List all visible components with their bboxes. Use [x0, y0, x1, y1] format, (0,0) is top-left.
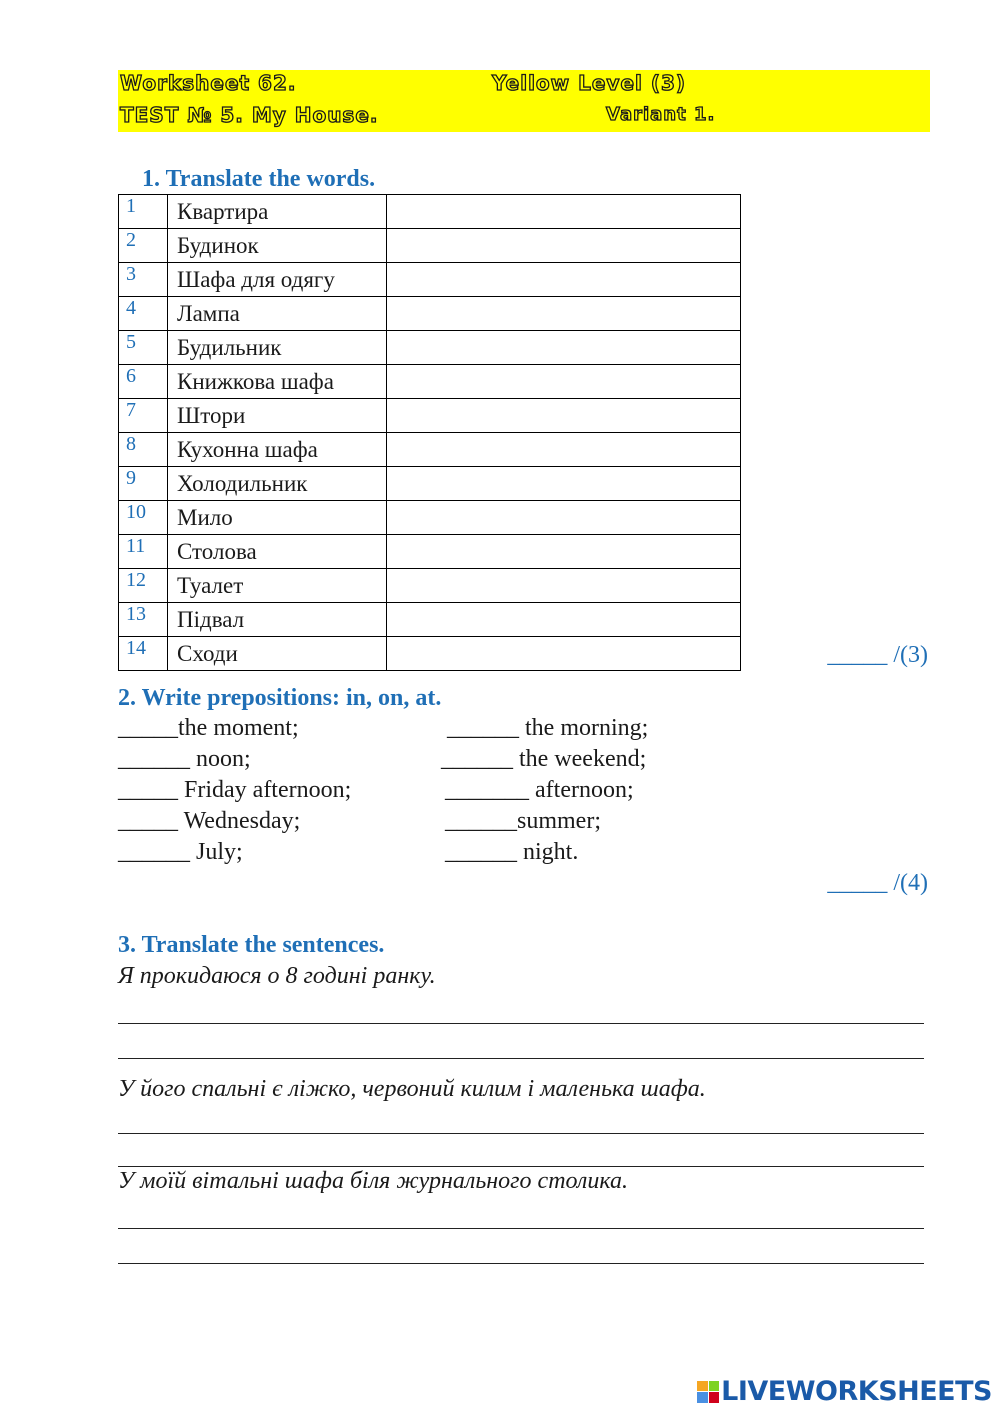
table-row [119, 331, 741, 365]
row-number: 4 [119, 297, 168, 331]
answer-cell[interactable] [387, 535, 741, 569]
section3-heading: 3. Translate the sentences. [118, 932, 385, 958]
answer-cell[interactable] [387, 365, 741, 399]
worksheet-title: Worksheet 62. [120, 71, 297, 95]
ukrainian-word: Шафа для одягу [168, 263, 387, 297]
sentence-2: У його спальні є ліжко, червоний килим і маленька шафа. [118, 1076, 706, 1102]
prep-right-3[interactable]: _______ afternoon; [445, 777, 634, 803]
table-row [119, 535, 741, 569]
row-number: 5 [119, 331, 168, 365]
liveworksheets-logo[interactable] [697, 1376, 992, 1407]
answer-cell[interactable] [387, 195, 741, 229]
prep-right-4[interactable]: ______summer; [445, 808, 601, 834]
words-table [118, 194, 741, 671]
answer-cell[interactable] [387, 603, 741, 637]
row-number: 2 [119, 229, 168, 263]
answer-cell[interactable] [387, 433, 741, 467]
answer-cell[interactable] [387, 399, 741, 433]
answer-line[interactable] [118, 1228, 924, 1229]
logo-square [697, 1381, 708, 1392]
answer-cell[interactable] [387, 501, 741, 535]
sentence-3: У моїй вітальні шафа біля журнального столика. [118, 1168, 629, 1194]
logo-square [709, 1392, 720, 1403]
level-title: Yellow Level (3) [492, 71, 687, 95]
row-number: 7 [119, 399, 168, 433]
row-number: 13 [119, 603, 168, 637]
table-row [119, 229, 741, 263]
answer-cell[interactable] [387, 229, 741, 263]
answer-line[interactable] [118, 1133, 924, 1134]
ukrainian-word: Столова [168, 535, 387, 569]
answer-cell[interactable] [387, 297, 741, 331]
ukrainian-word: Книжкова шафа [168, 365, 387, 399]
table-row [119, 433, 741, 467]
prep-left-3[interactable]: _____ Friday afternoon; [118, 777, 352, 803]
ukrainian-word: Кухонна шафа [168, 433, 387, 467]
row-number: 12 [119, 569, 168, 603]
section1-score[interactable]: _____ /(3) [827, 642, 928, 668]
answer-cell[interactable] [387, 263, 741, 297]
row-number: 11 [119, 535, 168, 569]
row-number: 3 [119, 263, 168, 297]
ukrainian-word: Будинок [168, 229, 387, 263]
answer-line[interactable] [118, 1166, 924, 1167]
ukrainian-word: Лампа [168, 297, 387, 331]
ukrainian-word: Туалет [168, 569, 387, 603]
answer-cell[interactable] [387, 331, 741, 365]
table-row [119, 365, 741, 399]
answer-line[interactable] [118, 1058, 924, 1059]
section1-heading: 1. Translate the words. [142, 166, 376, 192]
row-number: 10 [119, 501, 168, 535]
ukrainian-word: Мило [168, 501, 387, 535]
answer-cell[interactable] [387, 467, 741, 501]
answer-cell[interactable] [387, 637, 741, 671]
prep-left-4[interactable]: _____ Wednesday; [118, 808, 301, 834]
ukrainian-word: Квартира [168, 195, 387, 229]
section2-score[interactable]: _____ /(4) [827, 870, 928, 896]
table-row [119, 637, 741, 671]
table-row [119, 603, 741, 637]
prep-left-1[interactable]: _____the moment; [118, 715, 299, 741]
table-row [119, 569, 741, 603]
table-row [119, 501, 741, 535]
ukrainian-word: Штори [168, 399, 387, 433]
prep-left-2[interactable]: ______ noon; [118, 746, 251, 772]
table-row [119, 399, 741, 433]
ukrainian-word: Сходи [168, 637, 387, 671]
row-number: 6 [119, 365, 168, 399]
prep-left-5[interactable]: ______ July; [118, 839, 243, 865]
answer-line[interactable] [118, 1263, 924, 1264]
ukrainian-word: Підвал [168, 603, 387, 637]
table-row [119, 195, 741, 229]
sentence-1: Я прокидаюся о 8 годині ранку. [118, 963, 436, 989]
test-title: TEST № 5. My House. [120, 103, 379, 127]
answer-cell[interactable] [387, 569, 741, 603]
row-number: 14 [119, 637, 168, 671]
row-number: 1 [119, 195, 168, 229]
logo-square [697, 1392, 708, 1403]
prep-right-1[interactable]: ______ the morning; [447, 715, 649, 741]
table-row [119, 297, 741, 331]
ukrainian-word: Будильник [168, 331, 387, 365]
variant-title: Variant 1. [606, 104, 716, 125]
logo-square [709, 1381, 720, 1392]
table-row [119, 263, 741, 297]
prep-right-2[interactable]: ______ the weekend; [441, 746, 647, 772]
row-number: 9 [119, 467, 168, 501]
prep-right-5[interactable]: ______ night. [445, 839, 579, 865]
ukrainian-word: Холодильник [168, 467, 387, 501]
row-number: 8 [119, 433, 168, 467]
table-row [119, 467, 741, 501]
section2-heading: 2. Write prepositions: in, on, at. [118, 685, 442, 711]
liveworksheets-logo-icon [697, 1381, 719, 1403]
logo-text: LIVEWORKSHEETS [721, 1376, 992, 1407]
answer-line[interactable] [118, 1023, 924, 1024]
